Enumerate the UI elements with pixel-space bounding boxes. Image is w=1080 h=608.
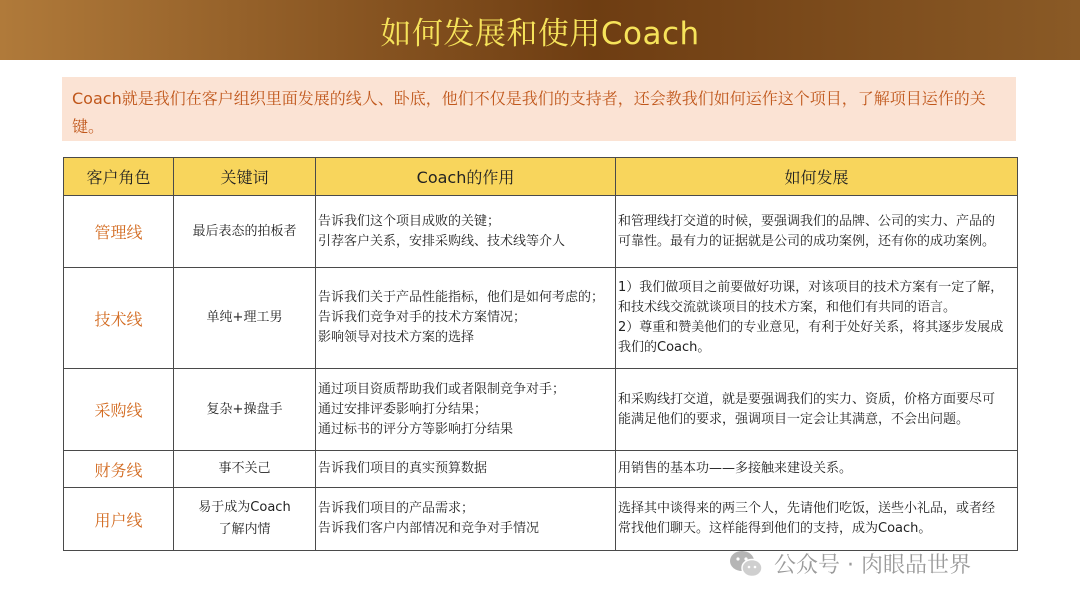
develop-line: 用销售的基本功——多接触来建设关系。	[618, 461, 853, 476]
develop-cell	[616, 369, 1018, 451]
title-bar	[0, 0, 1080, 60]
keyword-line: 单纯+理工男	[206, 310, 283, 325]
develop-cell	[616, 268, 1018, 369]
keyword-line: 易于成为Coach	[198, 500, 291, 515]
develop-line: 和技术线交流就谈项目的技术方案，和他们有共同的语言。	[618, 300, 957, 315]
header-role: 客户角色	[64, 158, 174, 196]
function-cell	[316, 488, 616, 551]
develop-line: 能满足他们的要求，强调项目一定会让其满意，不会出问题。	[618, 411, 970, 427]
watermark	[728, 548, 971, 579]
function-cell	[316, 268, 616, 369]
function-line: 影响领导对技术方案的选择	[318, 330, 475, 345]
keyword-line: 事不关己	[218, 461, 271, 476]
role-cell: 技术线	[64, 268, 174, 369]
header-keywords: 关键词	[174, 158, 316, 196]
function-line: 告诉我们项目的产品需求；	[318, 501, 475, 516]
function-line: 通过标书的评分方等影响打分结果	[318, 421, 514, 437]
function-cell	[316, 196, 616, 268]
function-line: 告诉我们关于产品性能指标，他们是如何考虑的；	[318, 290, 605, 305]
function-line: 告诉我们这个项目成败的关键；	[318, 213, 501, 229]
keyword-line: 最后表态的拍板者	[192, 223, 297, 239]
develop-line: 1）我们做项目之前要做好功课，对该项目的技术方案有一定了解，	[618, 280, 1004, 295]
header-how-to-develop: 如何发展	[616, 158, 1018, 196]
role-cell: 采购线	[64, 369, 174, 451]
table-row	[64, 369, 1018, 451]
develop-line: 2）尊重和赞美他们的专业意见，有利于处好关系，将其逐步发展成	[618, 320, 1004, 335]
develop-line: 常找他们聊天。这样能得到他们的支持，成为Coach。	[618, 521, 932, 536]
function-line: 告诉我们竞争对手的技术方案情况；	[318, 310, 527, 325]
function-line: 通过安排评委影响打分结果；	[318, 401, 488, 417]
develop-line: 可靠性。最有力的证据就是公司的成功案例，还有你的成功案例。	[618, 233, 996, 249]
keyword-cell	[174, 196, 316, 268]
role-cell: 财务线	[64, 451, 174, 488]
page-title: 如何发展和使用Coach	[380, 15, 700, 52]
table-row	[64, 488, 1018, 551]
keyword-line: 复杂+操盘手	[206, 401, 283, 417]
keyword-cell	[174, 369, 316, 451]
function-line: 通过项目资质帮助我们或者限制竞争对手；	[318, 381, 566, 397]
role-cell: 管理线	[64, 196, 174, 268]
develop-cell	[616, 488, 1018, 551]
keyword-cell	[174, 268, 316, 369]
function-line: 引荐客户关系，安排采购线、技术线等介人	[318, 233, 566, 249]
function-cell	[316, 451, 616, 488]
intro-box	[62, 77, 1016, 141]
roles-table	[63, 157, 1018, 551]
table-row	[64, 268, 1018, 369]
watermark-text: 公众号 · 肉眼品世界	[774, 553, 971, 578]
wechat-icon	[728, 549, 764, 579]
intro-text: Coach就是我们在客户组织里面发展的线人、卧底，他们不仅是我们的支持者，还会教我们如何运作这个项目，了解项目运作的关键。	[72, 89, 986, 136]
table-row	[64, 196, 1018, 268]
function-cell	[316, 369, 616, 451]
keyword-cell	[174, 488, 316, 551]
role-cell: 用户线	[64, 488, 174, 551]
develop-line: 和采购线打交道，就是要强调我们的实力、资质，价格方面要尽可	[618, 391, 996, 407]
function-line: 告诉我们项目的真实预算数据	[318, 461, 488, 476]
table-row	[64, 451, 1018, 488]
keyword-line: 了解内情	[218, 522, 271, 537]
develop-line: 选择其中谈得来的两三个人，先请他们吃饭，送些小礼品，或者经	[618, 501, 996, 516]
develop-line: 我们的Coach。	[618, 340, 711, 355]
table-header-row	[64, 158, 1018, 196]
keyword-cell	[174, 451, 316, 488]
header-coach-function: Coach的作用	[316, 158, 616, 196]
develop-line: 和管理线打交道的时候，要强调我们的品牌、公司的实力、产品的	[618, 213, 996, 229]
develop-cell	[616, 196, 1018, 268]
function-line: 告诉我们客户内部情况和竞争对手情况	[318, 521, 540, 536]
develop-cell	[616, 451, 1018, 488]
